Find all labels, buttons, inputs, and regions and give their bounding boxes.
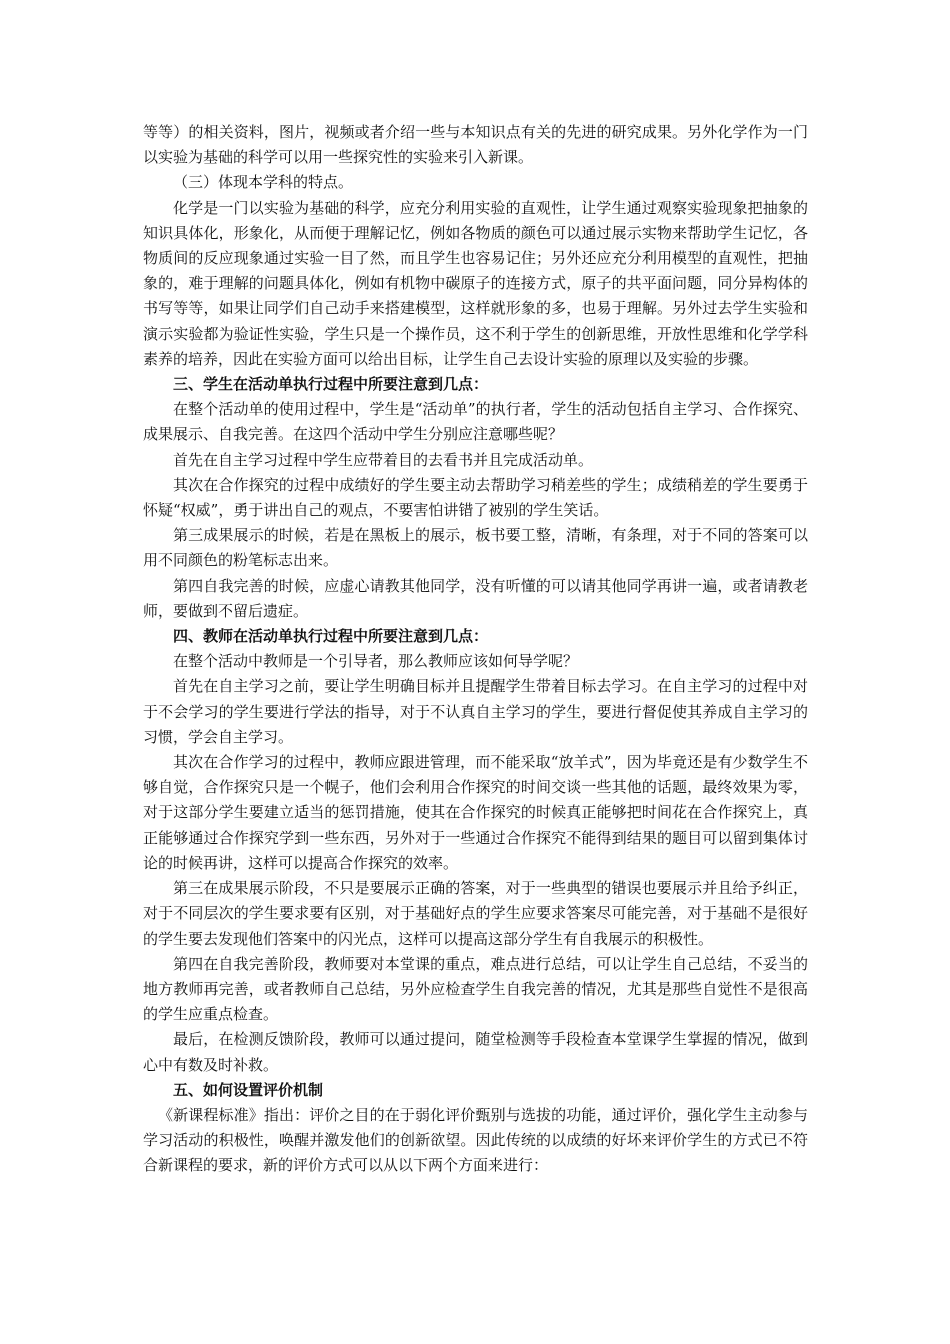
paragraph: 在整个活动中教师是一个引导者，那么教师应该如何导学呢？ xyxy=(173,652,579,671)
paragraph: 第四在自我完善阶段，教师要对本堂课的重点，难点进行总结，可以让学生自己总结，不妥当的地方教师再完善，或者教师自己总结，另外应检查学生自我完善的情况，尤其是那些自觉性不是很高的学生应重点检查。 xyxy=(143,954,808,1024)
paragraph: 在整个活动单的使用过程中，学生是“活动单”的执行者，学生的活动包括自主学习、合作探究、成果展示、自我完善。在这四个活动中学生分别应注意哪些呢？ xyxy=(143,400,808,444)
paragraph: 首先在自主学习之前，要让学生明确目标并且提醒学生带着目标去学习。在自主学习的过程中对于不会学习的学生要进行学法的指导，对于不认真自主学习的学生，要进行督促使其养成自主学习的习惯，学会自主学习。 xyxy=(143,677,808,746)
paragraph: 其次在合作学习的过程中，教师应跟进管理，而不能采取“放羊式”，因为毕竟还是有少数学生不够自觉，合作探究只是一个幌子，他们会利用合作探究的时间交谈一些其他的话题，最终效果为零，对于这部分学生要建立适当的惩罚措施，使其在合作探究的时候真正能够把时间花在合作探究上，真正能够通过合作探究学到一些东西，另外对于一些通过合作探究不能得到结果的题目可以留到集体讨论的时候再讲，这样可以提高合作探究的效率。 xyxy=(143,753,808,872)
paragraph-evaluation: 《新课程标准》指出：评价之目的在于弱化评价甄别与选拔的功能，通过评价，强化学生主动参与学习活动的积极性，唤醒并激发他们的创新欲望。因此传统的以成绩的好坏来评价学生的方式已不符合新课程的要求，新的评价方式可以从以下两个方面来进行： xyxy=(143,1105,808,1175)
paragraph: 最后，在检测反馈阶段，教师可以通过提问，随堂检测等手段检查本堂课学生掌握的情况，做到心中有数及时补救。 xyxy=(143,1030,808,1074)
subsection-heading-3: （三）体现本学科的特点。 xyxy=(173,173,354,192)
paragraph: 第三成果展示的时候，若是在黑板上的展示，板书要工整，清晰，有条理，对于不同的答案可以用不同颜色的粉笔标志出来。 xyxy=(143,526,808,570)
paragraph: 第三在成果展示阶段，不只是要展示正确的答案，对于一些典型的错误也要展示并且给予纠正，对于不同层次的学生要求要有区别，对于基础好点的学生应要求答案尽可能完善，对于基础不是很好的学生要去发现他们答案中的闪光点，这样可以提高这部分学生有自我展示的积极性。 xyxy=(143,879,808,948)
paragraph-intro-continued: 等等）的相关资料，图片，视频或者介绍一些与本知识点有关的先进的研究成果。另外化学作为一门以实验为基础的科学可以用一些探究性的实验来引入新课。 xyxy=(143,123,808,167)
section-heading-3: 三、学生在活动单执行过程中所要注意到几点： xyxy=(173,375,489,394)
section-heading-5: 五、如何设置评价机制 xyxy=(173,1080,324,1099)
paragraph: 首先在自主学习过程中学生应带着目的去看书并且完成活动单。 xyxy=(173,450,594,469)
paragraph-subject-features: 化学是一门以实验为基础的科学，应充分利用实验的直观性，让学生通过观察实验现象把抽象的知识具体化，形象化，从而便于理解记忆，例如各物质的颜色可以通过展示实物来帮助学生记忆，各物质间的反应现象通过实验一目了然，而且学生也容易记住；另外还应充分利用模型的直观性，把抽象的，难于理解的问题具体化，例如有机物中碳原子的连接方式，原子的共平面问题，同分异构体的书写等等，如果让同学们自己动手来搭建模型，这样就形象的多，也易于理解。另外过去学生实验和演示实验都为验证性实验，学生只是一个操作员，这不利于学生的创新思维，开放性思维和化学学科素养的培养，因此在实验方面可以给出目标，让学生自己去设计实验的原理以及实验的步骤。 xyxy=(143,198,808,368)
document-page xyxy=(143,120,808,1179)
paragraph: 第四自我完善的时候，应虚心请教其他同学，没有听懂的可以请其他同学再讲一遍，或者请教老师，要做到不留后遗症。 xyxy=(143,576,808,620)
paragraph: 其次在合作探究的过程中成绩好的学生要主动去帮助学习稍差些的学生；成绩稍差的学生要勇于怀疑“权威”，勇于讲出自己的观点，不要害怕讲错了被别的学生笑话。 xyxy=(143,475,808,520)
section-heading-4: 四、教师在活动单执行过程中所要注意到几点： xyxy=(173,627,489,646)
